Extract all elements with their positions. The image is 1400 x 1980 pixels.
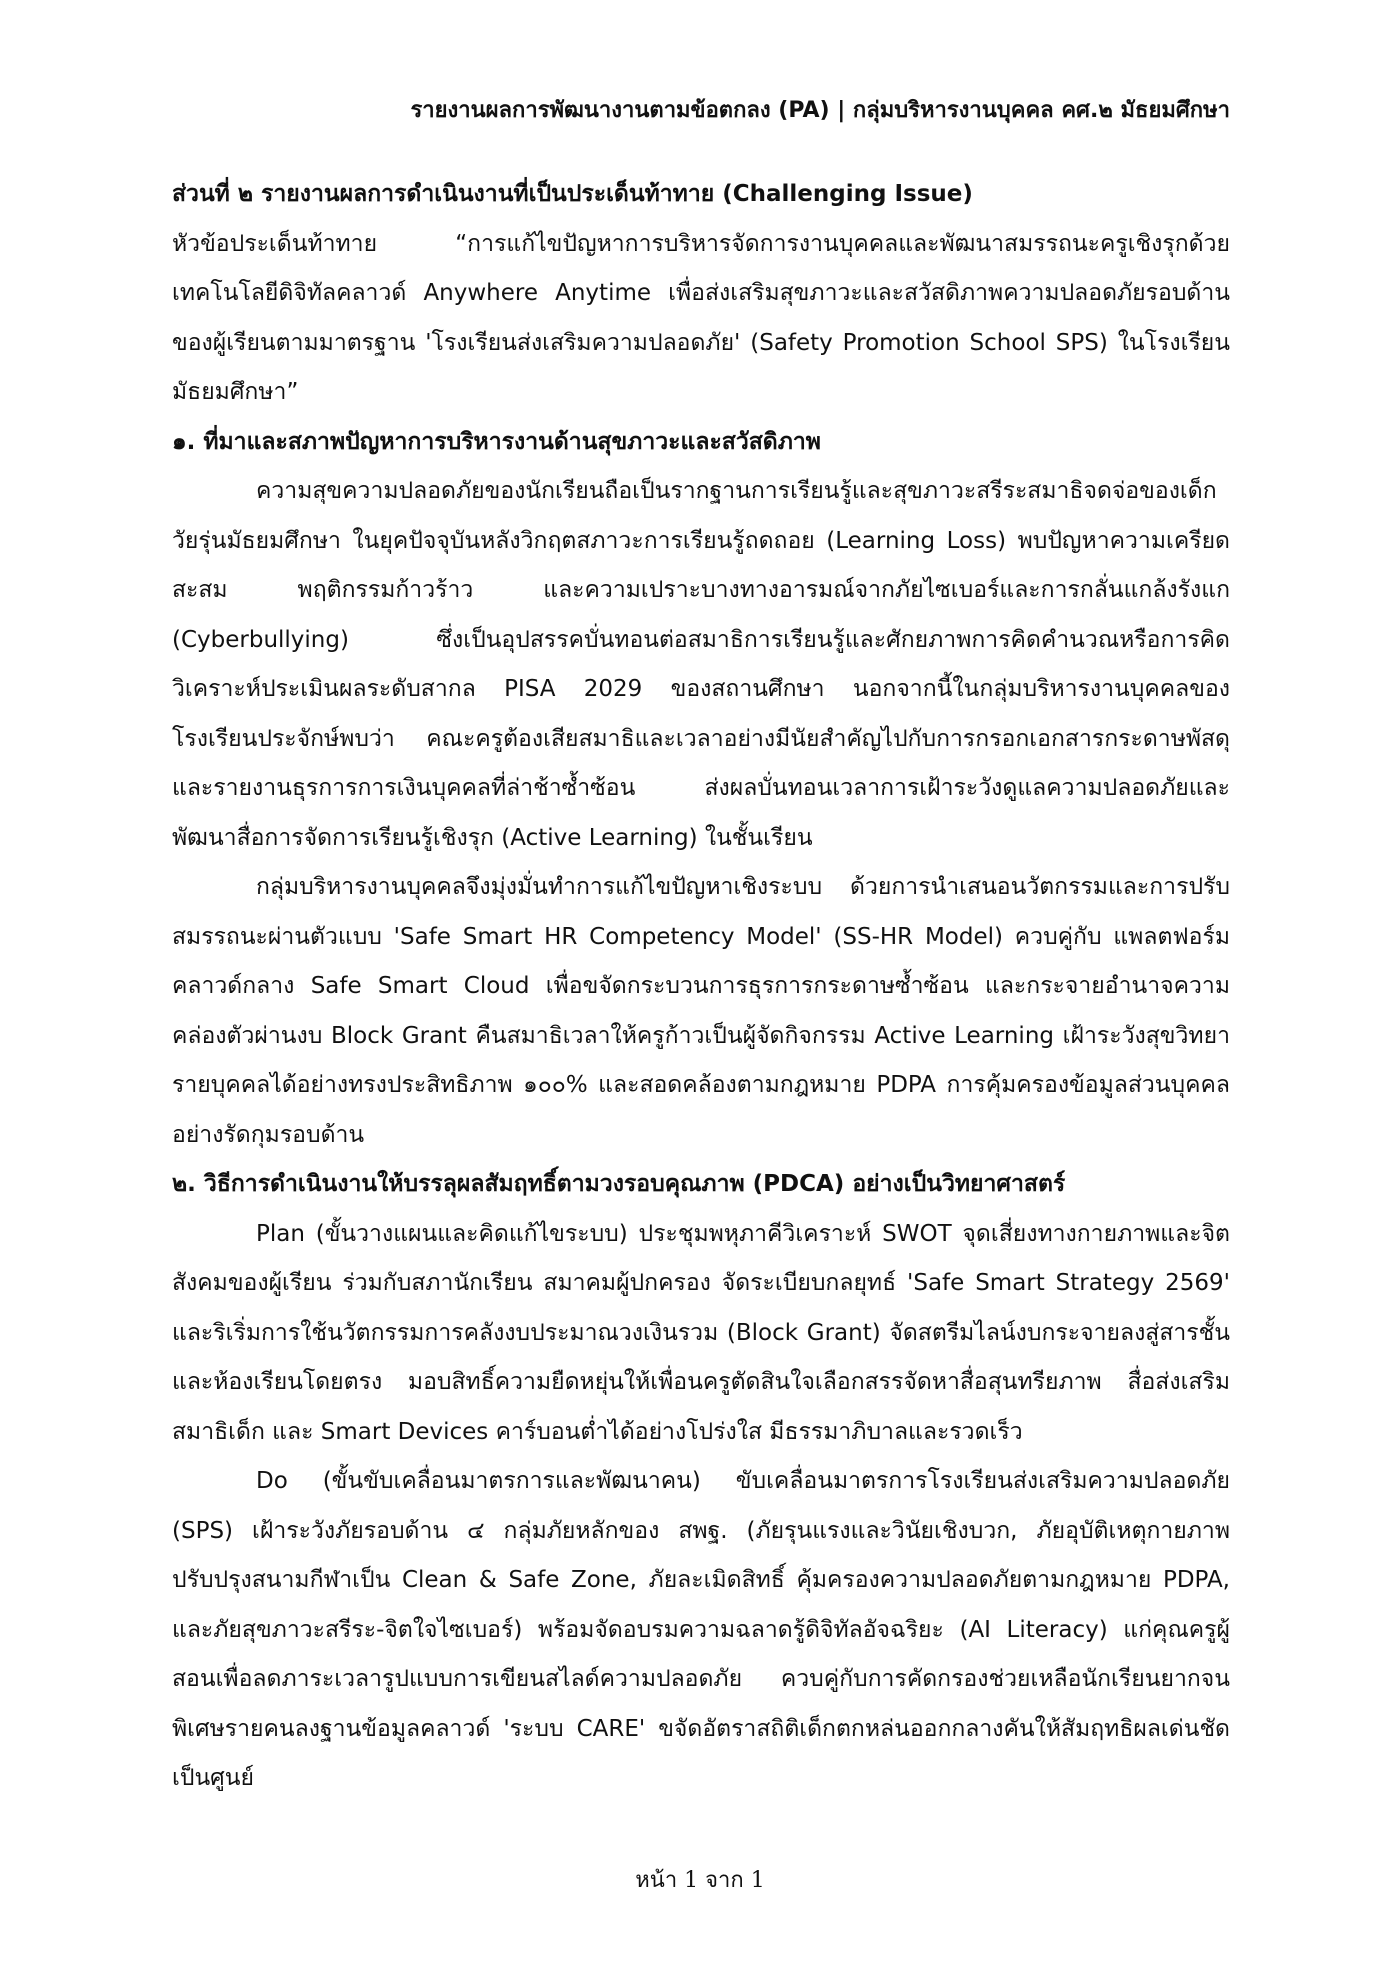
section-1-paragraph-1: ความสุขความปลอดภัยของนักเรียนถือเป็นรากฐานการเรียนรู้และสุขภาวะสรีระสมาธิจดจ่อของเด็กวัยรุ่นมัธยมศึกษา ในยุคปัจจุบันหลังวิกฤตสภาวะการเรียนรู้ถดถอย (Learning Loss) พบปัญหาความเครียดสะสม พฤติกรรมก้าวร้าว และความเปราะบางทางอารมณ์จากภัยไซเบอร์และการกลั่นแกล้งรังแก (Cyberbullying) ซึ่งเป็นอุปสรรคบั่นทอนต่อสมาธิการเรียนรู้และศักยภาพการคิดคำนวณหรือการคิดวิเคราะห์ประเมินผลระดับสากล PISA 2029 ของสถานศึกษา นอกจากนี้ในกลุ่มบริหารงานบุคคลของโรงเรียนประจักษ์พบว่า คณะครูต้องเสียสมาธิและเวลาอย่างมีนัยสำคัญไปกับการกรอกเอกสารกระดาษพัสดุและรายงานธุรการการเงินบุคคลที่ล่าช้าซ้ำซ้อน ส่งผลบั่นทอนเวลาการเฝ้าระวังดูแลความปลอดภัยและพัฒนาสื่อการจัดการเรียนรู้เชิงรุก (Active Learning) ในชั้นเรียน	[172, 478, 1230, 851]
section-2-paragraph-plan: Plan (ขั้นวางแผนและคิดแก้ไขระบบ) ประชุมพหุภาคีวิเคราะห์ SWOT จุดเสี่ยงทางกายภาพและจิตสังคมของผู้เรียน ร่วมกับสภานักเรียน สมาคมผู้ปกครอง จัดระเบียบกลยุทธ์ 'Safe Smart Strategy 2569' และริเริ่มการใช้นวัตกรรมการคลังงบประมาณวงเงินรวม (Block Grant) จัดสตรีมไลน์งบกระจายลงสู่สารชั้นและห้องเรียนโดยตรง มอบสิทธิ์ความยืดหยุ่นให้เพื่อนครูตัดสินใจเลือกสรรจัดหาสื่อสุนทรียภาพ สื่อส่งเสริมสมาธิเด็ก และ Smart Devices คาร์บอนต่ำได้อย่างโปร่งใส มีธรรมาภิบาลและรวดเร็ว	[172, 1220, 1230, 1445]
section-1-paragraph-2: กลุ่มบริหารงานบุคคลจึงมุ่งมั่นทำการแก้ไขปัญหาเชิงระบบ ด้วยการนำเสนอนวัตกรรมและการปรับสมรรถนะผ่านตัวแบบ 'Safe Smart HR Competency Model' (SS-HR Model) ควบคู่กับ แพลตฟอร์มคลาวด์กลาง Safe Smart Cloud เพื่อขจัดกระบวนการธุรการกระดาษซ้ำซ้อน และกระจายอำนาจความคล่องตัวผ่านงบ Block Grant คืนสมาธิเวลาให้ครูก้าวเป็นผู้จัดกิจกรรม Active Learning เฝ้าระวังสุขวิทยารายบุคคลได้อย่างทรงประสิทธิภาพ ๑๐๐% และสอดคล้องตามกฎหมาย PDPA การคุ้มครองข้อมูลส่วนบุคคลอย่างรัดกุมรอบด้าน	[172, 874, 1230, 1148]
section-2-paragraph-do: Do (ขั้นขับเคลื่อนมาตรการและพัฒนาคน) ขับเคลื่อนมาตรการโรงเรียนส่งเสริมความปลอดภัย (SPS) เฝ้าระวังภัยรอบด้าน ๔ กลุ่มภัยหลักของ สพฐ. (ภัยรุนแรงและวินัยเชิงบวก, ภัยอุบัติเหตุกายภาพปรับปรุงสนามกีฬาเป็น Clean & Safe Zone, ภัยละเมิดสิทธิ์ คุ้มครองความปลอดภัยตามกฎหมาย PDPA, และภัยสุขภาวะสรีระ-จิตใจไซเบอร์) พร้อมจัดอบรมความฉลาดรู้ดิจิทัลอัจฉริยะ (AI Literacy) แก่คุณครูผู้สอนเพื่อลดภาระเวลารูปแบบการเขียนสไลด์ความปลอดภัย ควบคู่กับการคัดกรองช่วยเหลือนักเรียนยากจนพิเศษรายคนลงฐานข้อมูลคลาวด์ 'ระบบ CARE' ขจัดอัตราสถิติเด็กตกหล่นออกกลางคันให้สัมฤทธิผลเด่นชัดเป็นศูนย์	[172, 1468, 1230, 1791]
page-number: หน้า 1 จาก 1	[635, 1868, 765, 1893]
part-title: ส่วนที่ ๒ รายงานผลการดำเนินงานที่เป็นประเด็นท้าทาย (Challenging Issue)	[172, 181, 973, 207]
section-1-heading: ๑. ที่มาและสภาพปัญหาการบริหารงานด้านสุขภาวะและสวัสดิภาพ	[172, 428, 821, 455]
section-2-heading: ๒. วิธีการดำเนินงานให้บรรลุผลสัมฤทธิ์ตามวงรอบคุณภาพ (PDCA) อย่างเป็นวิทยาศาสตร์	[172, 1171, 1066, 1197]
issue-paragraph: หัวข้อประเด็นท้าทาย “การแก้ไขปัญหาการบริหารจัดการงานบุคคลและพัฒนาสมรรถนะครูเชิงรุกด้วยเทคโนโลยีดิจิทัลคลาวด์ Anywhere Anytime เพื่อส่งเสริมสุขภาวะและสวัสดิภาพความปลอดภัยรอบด้านของผู้เรียนตามมาตรฐาน 'โรงเรียนส่งเสริมความปลอดภัย' (Safety Promotion School SPS) ในโรงเรียนมัธยมศึกษา”	[172, 230, 1230, 405]
document-body	[172, 170, 1230, 1804]
page-header: รายงานผลการพัฒนางานตามข้อตกลง (PA) | กลุ่มบริหารงานบุคคล คศ.๒ มัธยมศึกษา	[410, 98, 1230, 123]
